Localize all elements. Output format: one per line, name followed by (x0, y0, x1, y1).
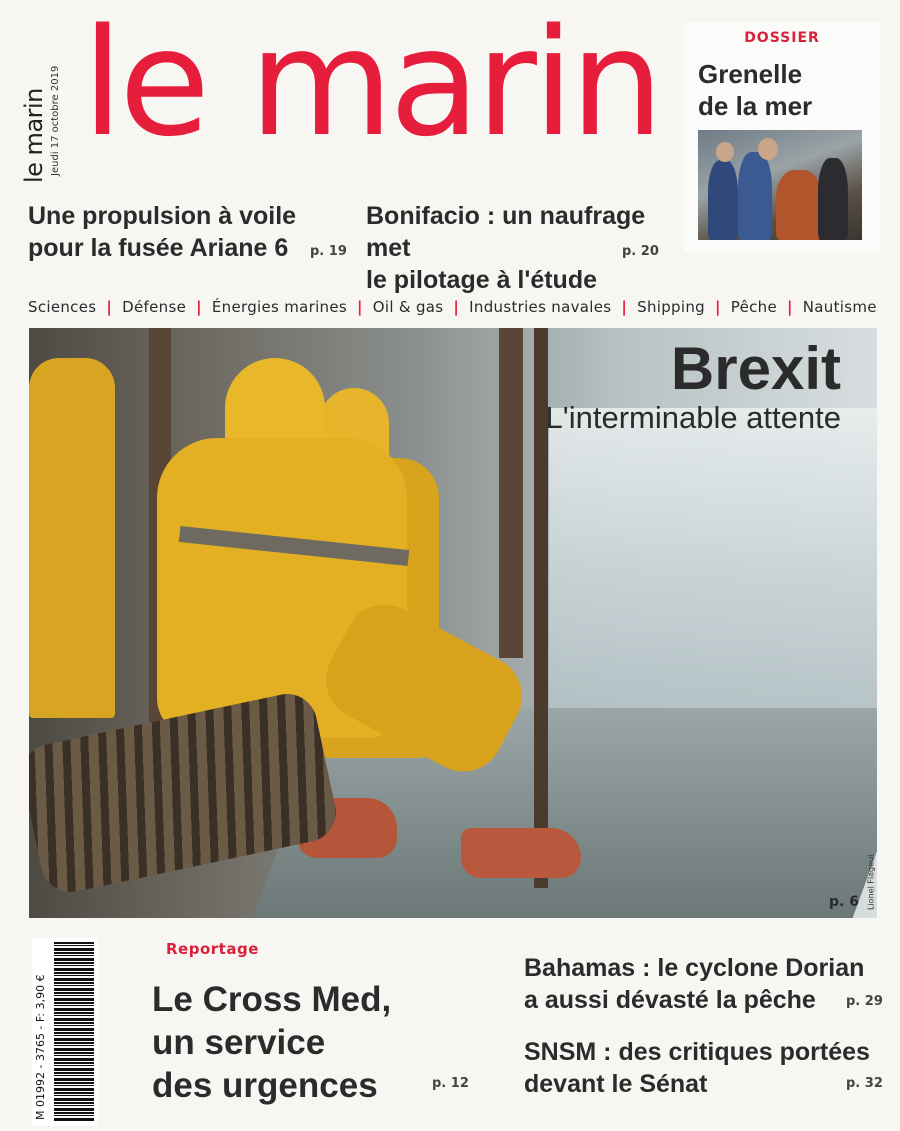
reportage-title-line2: un service (152, 1023, 326, 1062)
barcode-bars (54, 942, 94, 1122)
teaser-ariane[interactable] (28, 200, 348, 264)
cover-story-page: p. 6 (829, 894, 859, 910)
teaser-bonifacio-line1: Bonifacio : un naufrage met (366, 202, 646, 262)
photo-boot (461, 828, 581, 878)
rubric-separator: | (621, 298, 628, 316)
reportage-kicker: Reportage (166, 940, 259, 958)
rubric-bar (28, 296, 878, 318)
rubric-separator: | (106, 298, 113, 316)
side-masthead (14, 38, 68, 183)
side-logo: le marin (20, 88, 48, 183)
teaser-bonifacio-page: p. 20 (622, 244, 659, 259)
teaser-snsm-line1: SNSM : des critiques portées (524, 1038, 870, 1066)
teaser-bahamas-page: p. 29 (846, 994, 883, 1009)
rubric-industries-navales[interactable]: Industries navales (469, 298, 612, 316)
teaser-ariane-line1: Une propulsion à voile (28, 202, 297, 230)
teaser-bahamas[interactable] (524, 952, 874, 1016)
dossier-title-line2: de la mer (698, 91, 813, 121)
dossier-title[interactable] (698, 58, 878, 122)
rubric-separator: | (357, 298, 363, 316)
rubric-oil-gas[interactable]: Oil & gas (372, 298, 444, 316)
rubric-defense[interactable]: Défense (122, 298, 187, 316)
teaser-snsm[interactable] (524, 1036, 874, 1100)
rubric-nautisme[interactable]: Nautisme (802, 298, 877, 316)
teaser-snsm-line2: devant le Sénat (524, 1070, 708, 1098)
photo-fisherman-left (29, 358, 115, 718)
teaser-bonifacio-line2: le pilotage à l'étude (366, 266, 597, 294)
rubric-separator: | (787, 298, 793, 316)
rubric-peche[interactable]: Pêche (730, 298, 777, 316)
teaser-ariane-line2: pour la fusée Ariane 6 (28, 234, 289, 262)
barcode-text: M 01992 - 3765 - F: 3,90 € (34, 974, 47, 1120)
masthead-logo[interactable]: le marin (82, 0, 660, 169)
issue-date: Jeudi 17 octobre 2019 (50, 65, 61, 176)
cover-story-title[interactable]: Brexit (670, 335, 841, 402)
cover-photo[interactable] (29, 328, 877, 918)
rubric-energies-marines[interactable]: Énergies marines (211, 298, 347, 316)
rubric-separator: | (453, 298, 460, 316)
dossier-title-line1: Grenelle (698, 59, 803, 89)
teaser-ariane-page: p. 19 (310, 244, 347, 259)
teaser-bahamas-line2: a aussi dévasté la pêche (524, 986, 816, 1014)
dossier-box[interactable] (684, 22, 880, 252)
rubric-sciences[interactable]: Sciences (28, 298, 97, 316)
photo-pole (499, 328, 523, 658)
reportage-page: p. 12 (432, 1076, 469, 1091)
rubric-shipping[interactable]: Shipping (637, 298, 705, 316)
dossier-photo (698, 130, 862, 240)
photo-credit: Lionel Flageul (866, 854, 875, 910)
barcode (32, 938, 98, 1126)
reportage-title-line1: Le Cross Med, (152, 980, 392, 1019)
teaser-bahamas-line1: Bahamas : le cyclone Dorian (524, 954, 865, 982)
rubric-separator: | (714, 298, 721, 316)
reportage-title-line3: des urgences (152, 1066, 378, 1105)
teaser-snsm-page: p. 32 (846, 1076, 883, 1091)
cover-story-subtitle: L'interminable attente (545, 400, 841, 435)
rubric-separator: | (196, 298, 202, 316)
dossier-kicker: DOSSIER (744, 30, 820, 46)
